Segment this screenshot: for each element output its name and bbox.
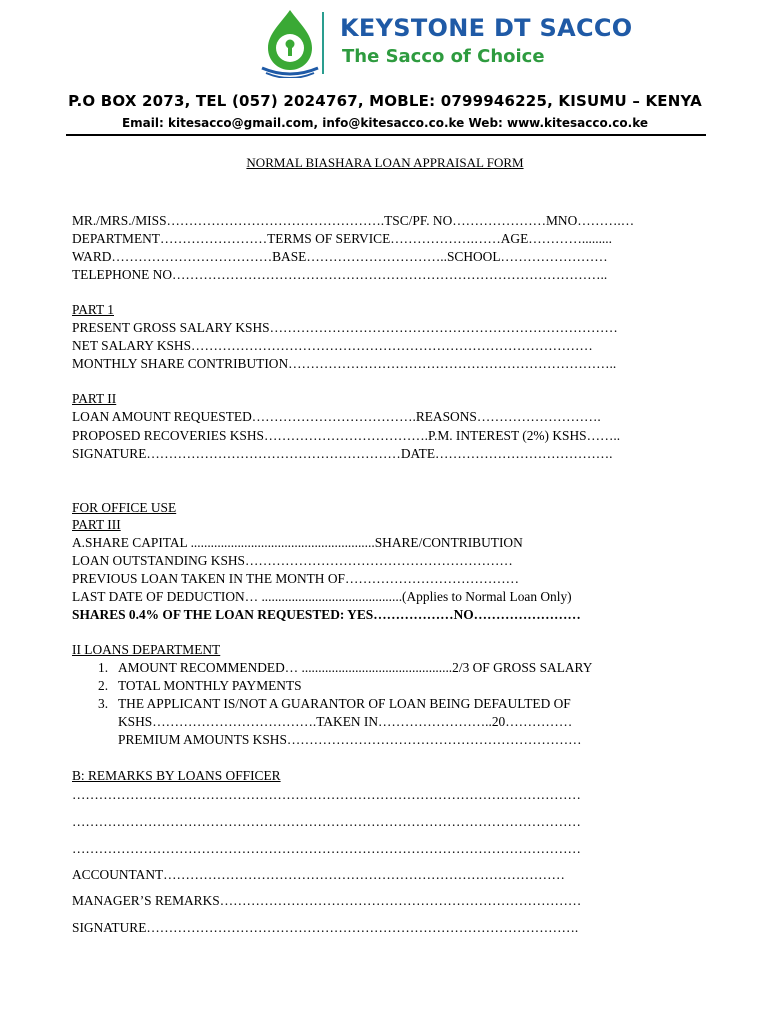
loan-amount-line: LOAN AMOUNT REQUESTED……………………………….REASONS……………………….	[72, 409, 601, 424]
loan-outstanding-line: LOAN OUTSTANDING KSHS……………………………………………………	[72, 553, 513, 568]
ward-base-school-line: WARD………………………………BASE…………………………..SCHOOL……………………	[72, 249, 608, 264]
part3-heading: PART III	[72, 517, 121, 532]
department-terms-age-line: DEPARTMENT……………………TERMS OF SERVICE……………….……AGE………….........	[72, 231, 612, 246]
loans-department-heading: II LOANS DEPARTMENT	[72, 642, 221, 657]
previous-loan-line: PREVIOUS LOAN TAKEN IN THE MONTH OF…………………………………	[72, 571, 520, 586]
item-1-number: 1.	[98, 660, 109, 675]
shares-yes-no-line: SHARES 0.4% OF THE LOAN REQUESTED: YES………………NO……………………	[72, 607, 581, 622]
remarks-heading: B: REMARKS BY LOANS OFFICER	[72, 768, 281, 783]
net-salary-line: NET SALARY KSHS………………………………………………………………………………	[72, 338, 593, 353]
logo-divider	[322, 12, 324, 74]
remarks-blank-line: ……………………………………………………………………………………………………	[72, 841, 581, 856]
amount-recommended-line: AMOUNT RECOMMENDED… .............................................2/3 OF GROSS SALARY	[118, 660, 593, 675]
sacco-logo-icon	[258, 8, 322, 78]
brand-tagline: The Sacco of Choice	[342, 46, 545, 67]
brand-name: KEYSTONE DT SACCO	[340, 14, 633, 42]
remarks-blank-line: ……………………………………………………………………………………………………	[72, 787, 581, 802]
signature-date-line: SIGNATURE…………………………………………………DATE………………………………….	[72, 446, 613, 461]
office-use-heading: FOR OFFICE USE	[72, 500, 177, 515]
item-3-number: 3.	[98, 696, 109, 711]
last-deduction-line: LAST DATE OF DEDUCTION… ..........................................(Applies to Normal Loan Only)	[72, 589, 572, 604]
form-title: NORMAL BIASHARA LOAN APPRAISAL FORM	[246, 155, 524, 170]
telephone-line: TELEPHONE NO……………………………………………………………………………………..	[72, 267, 608, 282]
accountant-line: ACCOUNTANT………………………………………………………………………………	[72, 867, 565, 882]
recoveries-line: PROPOSED RECOVERIES KSHS……………………………….P.M. INTEREST (2%) KSHS……..	[72, 428, 621, 443]
guarantor-line: THE APPLICANT IS/NOT A GUARANTOR OF LOAN BEING DEFAULTED OF	[118, 696, 571, 711]
remarks-blank-line: ……………………………………………………………………………………………………	[72, 814, 581, 829]
monthly-share-line: MONTHLY SHARE CONTRIBUTION………………………………………………………………..	[72, 356, 617, 371]
item-2-number: 2.	[98, 678, 109, 693]
total-monthly-payments-line: TOTAL MONTHLY PAYMENTS	[118, 678, 302, 693]
address-line: P.O BOX 2073, TEL (057) 2024767, MOBLE: 0799946225, KISUMU – KENYA	[68, 92, 702, 110]
part2-heading: PART II	[72, 391, 117, 406]
manager-remarks-line: MANAGER’S REMARKS………………………………………………………………………	[72, 893, 582, 908]
kshs-taken-in-line: KSHS……………………………….TAKEN IN……………………..20……………	[118, 714, 573, 729]
part1-heading: PART 1	[72, 302, 114, 317]
header-rule	[66, 134, 706, 136]
gross-salary-line: PRESENT GROSS SALARY KSHS……………………………………………………………………	[72, 320, 618, 335]
final-signature-line: SIGNATURE…………………………………………………………………………………….	[72, 920, 579, 935]
premium-amounts-line: PREMIUM AMOUNTS KSHS…………………………………………………………	[118, 732, 582, 747]
name-tsc-mno-line: MR./MRS./MISS………………………………………….TSC/PF. NO…………………MNO……….…	[72, 213, 635, 228]
share-capital-line: A.SHARE CAPITAL .......................................................SHARE/CONTRIBUTION	[72, 535, 523, 550]
contacts-line: Email: kitesacco@gmail.com, info@kitesacco.co.ke Web: www.kitesacco.co.ke	[121, 116, 649, 130]
